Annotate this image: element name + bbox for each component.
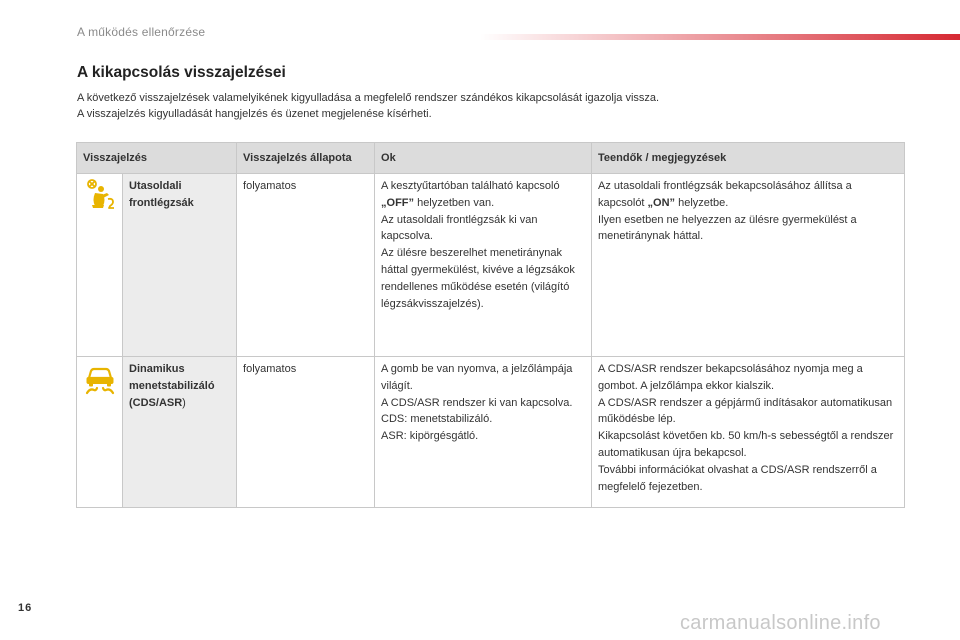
indicator-state: folyamatos	[237, 174, 375, 357]
reason-line: CDS: menetstabilizáló.	[381, 413, 493, 426]
reason-line: A CDS/ASR rendszer ki van kapcsolva.	[381, 396, 573, 409]
passenger-airbag-off-icon	[83, 203, 117, 215]
notes-line: Kikapcsolást követően kb. 50 km/h-s sebességtől a rendszer automatikusan újra bekapcsol.	[598, 430, 894, 459]
indicator-reason	[375, 357, 592, 508]
esp-asr-off-icon	[83, 386, 117, 398]
intro-line-2: A visszajelzés kigyulladását hangjelzés és üzenet megjelenése kísérheti.	[77, 108, 432, 120]
header-notes: Teendők / megjegyzések	[592, 143, 905, 174]
running-head-title: A működés ellenőrzése	[77, 25, 206, 39]
indicator-name-line: Dinamikus menetstabilizáló	[129, 363, 215, 392]
indicator-notes	[592, 174, 905, 357]
reason-line: A kesztyűtartóban található kapcsoló „OFF” helyzetben van.	[381, 180, 560, 209]
header-accent-line	[480, 34, 960, 40]
table-row	[77, 357, 905, 508]
icon-cell	[77, 357, 123, 508]
reason-line: A gomb be van nyomva, a jelzőlámpája világít.	[381, 363, 573, 392]
section-title: A kikapcsolás visszajelzései	[77, 64, 286, 81]
notes-line: Ilyen esetben ne helyezzen az ülésre gyermekülést a menetiránynak háttal.	[598, 213, 857, 243]
reason-line: Az utasoldali frontlégzsák ki van kapcsolva.	[381, 213, 538, 243]
icon-cell	[77, 174, 123, 357]
header-reason: Ok	[375, 143, 592, 174]
reason-line: ASR: kipörgésgátló.	[381, 430, 479, 443]
notes-line: További információkat olvashat a CDS/ASR rendszerről a megfelelő fejezetben.	[598, 463, 877, 493]
table-row	[77, 174, 905, 357]
header-state: Visszajelzés állapota	[237, 143, 375, 174]
warning-lights-table	[76, 142, 905, 508]
notes-line: A CDS/ASR rendszer a gépjármű indításakor automatikusan működésbe lép.	[598, 396, 893, 426]
intro-line-1: A következő visszajelzések valamelyikének kigyulladása a megfelelő rendszer szándékos kikapcsolását igazolja vissza.	[77, 92, 660, 104]
header-indicator: Visszajelzés	[77, 143, 237, 174]
page-number: 16	[18, 602, 33, 614]
watermark: carmanualsonline.info	[680, 612, 881, 634]
notes-line: A CDS/ASR rendszer bekapcsolásához nyomja meg a gombot. A jelzőlámpa ekkor kialszik.	[598, 363, 863, 392]
section-intro	[77, 90, 897, 122]
indicator-notes	[592, 357, 905, 508]
indicator-name-line: (CDS/ASR)	[129, 396, 186, 409]
reason-line: Az ülésre beszerelhet menetiránynak háttal gyermekülést, kivéve a légzsákok rendellenes működése esetén (világító légzsákvisszajelzés).	[381, 247, 575, 310]
table-header-row	[77, 143, 905, 174]
indicator-name: Utasoldali frontlégzsák	[123, 174, 237, 357]
indicator-name	[123, 357, 237, 508]
indicator-reason	[375, 174, 592, 357]
notes-line: Az utasoldali frontlégzsák bekapcsolásához állítsa a kapcsolót „ON” helyzetbe.	[598, 180, 852, 209]
indicator-state: folyamatos	[237, 357, 375, 508]
